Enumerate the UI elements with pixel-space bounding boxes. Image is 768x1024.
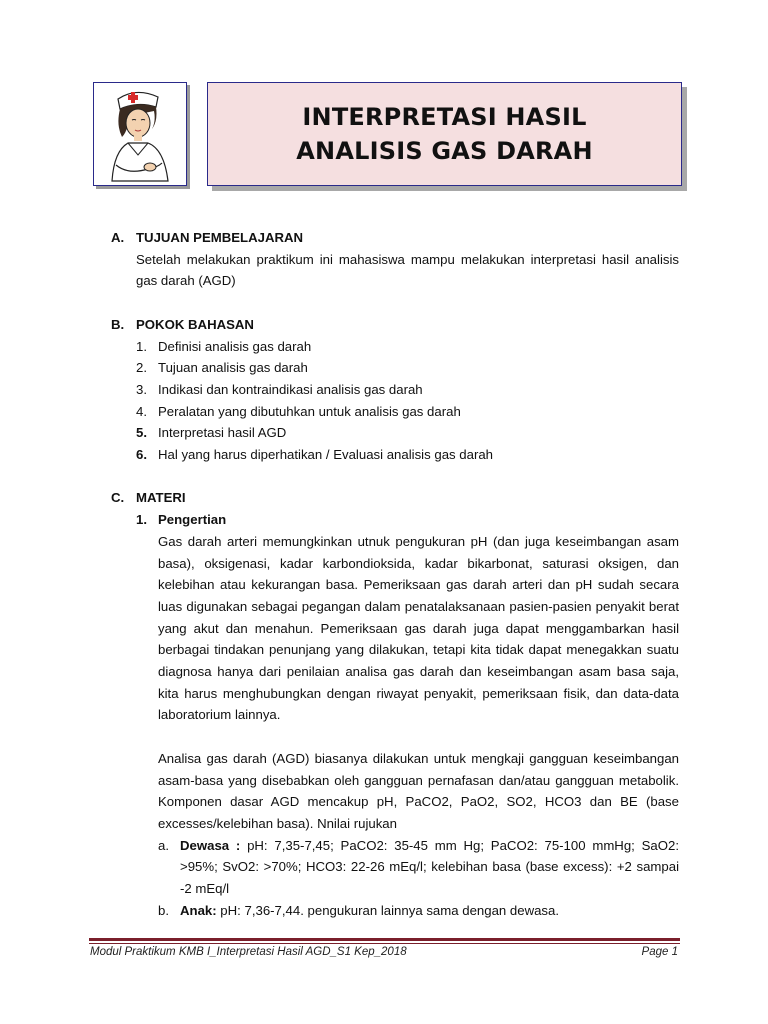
list-item: 6. Hal yang harus diperhatikan / Evaluasi analisis gas darah [136, 447, 494, 463]
nurse-icon [98, 85, 182, 183]
list-item: 2. Tujuan analisis gas darah [136, 360, 308, 376]
section-c-heading [111, 487, 679, 509]
list-item: 3. Indikasi dan kontraindikasi analisis gas darah [136, 381, 423, 397]
title-banner [207, 82, 682, 186]
list-item: 5. Interpretasi hasil AGD [136, 425, 287, 441]
section-a-heading [111, 227, 679, 249]
nurse-illustration [93, 82, 187, 186]
list-item: 4. Peralatan yang dibutuhkan untuk analisis gas darah [136, 403, 461, 419]
section-a-letter: A. [111, 230, 125, 245]
subsection-heading: 1. Pengertian [136, 512, 227, 528]
section-b-heading [111, 314, 679, 336]
footer-divider-thin [89, 943, 680, 944]
title-line-2: ANALISIS GAS DARAH [296, 137, 593, 165]
page-number: Page 1 [641, 946, 678, 958]
document-body [111, 227, 679, 921]
footer-divider [89, 938, 680, 941]
section-b-title: POKOK BAHASAN [136, 316, 254, 332]
paragraph-pengertian-2: Analisa gas darah (AGD) biasanya dilakukan untuk mengkaji gangguan keseimbangan asam-basa yang disebabkan oleh gangguan pernafasan dan/atau gangguan metabolik. Komponen dasar AGD mencakup pH, PaCO2, PaO2, SO2, HCO3 dan BE (base excesses/kelebihan basa). Nnilai rujukan [158, 750, 679, 831]
reference-item-child: b. Anak: pH: 7,36-7,44. pengukuran lainnya sama dengan dewasa. [158, 902, 560, 918]
section-a-text: Setelah melakukan praktikum ini mahasiswa mampu melakukan interpretasi hasil analisis gas darah (AGD) [136, 251, 679, 289]
section-a-title: TUJUAN PEMBELAJARAN [136, 230, 304, 245]
section-c-letter: C. [111, 490, 125, 506]
list-item: 1. Definisi analisis gas darah [136, 338, 312, 354]
paragraph-pengertian-1: Gas darah arteri memungkinkan utnuk pengukuran pH (dan juga keseimbangan asam basa), oksigenasi, kadar karbondioksida, kadar bikarbonat, saturasi oksigen, dan kelebihan atau kekurangan basa. Pemeriksaan gas darah arteri dan pH sudah secara luas digunakan sebagai pegangan dalam penatalaksanaan pasien-pasien penyakit berat yang akut dan menahun. Pemeriksaan gas darah juga dapat menggambarkan hasil berbagai tindakan penunjang yang dilakukan, tetapi kita tidak dapat menegakkan suatu diagnosa hanya dari penilaian analisa gas darah dan keseimbangan asam basa saja, kita harus menghubungkan dengan riwayat penyakit, pemeriksaan fisik, dan data-data laboratorium lainnya. [158, 533, 679, 723]
section-c-title: MATERI [136, 490, 186, 506]
footer-module-title: Modul Praktikum KMB I_Interpretasi Hasil AGD_S1 Kep_2018 [90, 946, 407, 958]
reference-item-adult: a. Dewasa : pH: 7,35-7,45; PaCO2: 35-45 mm Hg; PaCO2: 75-100 mmHg; SaO2: >95%; SvO2: >70%; HCO3: 22-26 mEq/l; kelebihan basa (base excess): +2 sampai -2 mEq/l [158, 837, 679, 897]
section-b-letter: B. [111, 316, 125, 332]
title-line-1: INTERPRETASI HASIL [302, 103, 587, 131]
